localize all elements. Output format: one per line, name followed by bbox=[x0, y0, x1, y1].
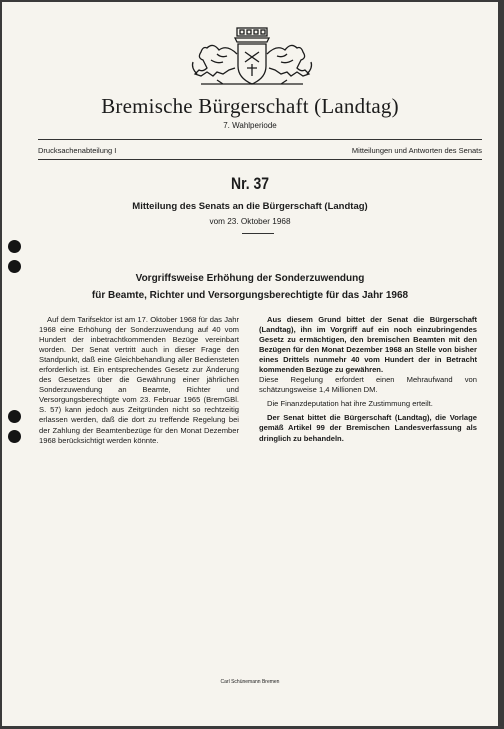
cost-paragraph: Diese Regelung erfordert einen Mehraufwand von schätzungsweise 1,4 Millionen DM. bbox=[259, 375, 477, 395]
left-column bbox=[39, 315, 239, 450]
header-rule-bottom bbox=[38, 159, 482, 160]
document-heading: Mitteilung des Senats an die Bürgerschaft (Landtag) bbox=[132, 201, 368, 212]
request-paragraph: Aus diesem Grund bittet der Senat die Bürgerschaft (Landtag), ihn im Vorgriff auf ein noch einzubringendes Gesetz zu ermächtigen, den bremischen Beamten mit den Bezügen für den Monat Dezember 1968 an Stelle von bisher eines Drittels nunmehr 40 vom Hundert der in Betracht kommenden Bezüge zu gewähren. bbox=[259, 315, 477, 375]
series-label: Mitteilungen und Antworten des Senats bbox=[351, 146, 482, 155]
urgency-paragraph: Der Senat bittet die Bürgerschaft (Landtag), die Vorlage gemäß Artikel 99 der Bremischen Landesverfassung als dringlich zu behandeln. bbox=[259, 413, 477, 443]
punch-hole bbox=[8, 260, 21, 273]
punch-hole bbox=[8, 430, 21, 443]
document-number: Nr. 37 bbox=[231, 174, 269, 193]
right-column bbox=[259, 315, 477, 448]
document-page bbox=[2, 2, 498, 726]
document-date: vom 23. Oktober 1968 bbox=[209, 217, 291, 226]
heading-separator bbox=[242, 233, 274, 234]
deputation-paragraph: Die Finanzdeputation hat ihre Zustimmung erteilt. bbox=[267, 399, 433, 409]
punch-hole bbox=[8, 410, 21, 423]
header-rule-top bbox=[38, 139, 482, 140]
coat-of-arms-emblem bbox=[187, 24, 317, 92]
printer-imprint: Carl Schünemann Bremen bbox=[220, 679, 280, 685]
body-paragraph: Auf dem Tarifsektor ist am 17. Oktober 1968 für das Jahr 1968 eine Erhöhung der Sonderzuwendung auf 40 vom Hundert der inbetrachtkommenden Bezüge vereinbart worden. Der Senat vertritt auch in dieser Frage den Standpunkt, daß eine Gleichbehandlung aller Bediensteten erforderlich ist. Ein entsprechendes Gesetz zur Änderung des Gesetzes über die Gewährung einer jährlichen Sonderzuwendung an Beamte, Richter und Versorgungsberechtigte vom 23. Februar 1965 (BremGBl. S. 57) kann jedoch aus Zeitgründen nicht so rechtzeitig erlassen werden, daß die dort zu treffende Regelung bei der Zahlung der Beamtenbezüge für den Monat Dezember 1968 berücksichtigt werden könnte. bbox=[39, 315, 239, 445]
subject-line-1: Vorgriffsweise Erhöhung der Sonderzuwendung bbox=[135, 273, 365, 284]
department-label: Drucksachenabteilung I bbox=[38, 146, 117, 155]
punch-hole bbox=[8, 240, 21, 253]
election-period: 7. Wahlperiode bbox=[223, 121, 277, 130]
parliament-title: Bremische Bürgerschaft (Landtag) bbox=[101, 94, 399, 118]
subject-line-2: für Beamte, Richter und Versorgungsberechtigte für das Jahr 1968 bbox=[91, 290, 409, 301]
